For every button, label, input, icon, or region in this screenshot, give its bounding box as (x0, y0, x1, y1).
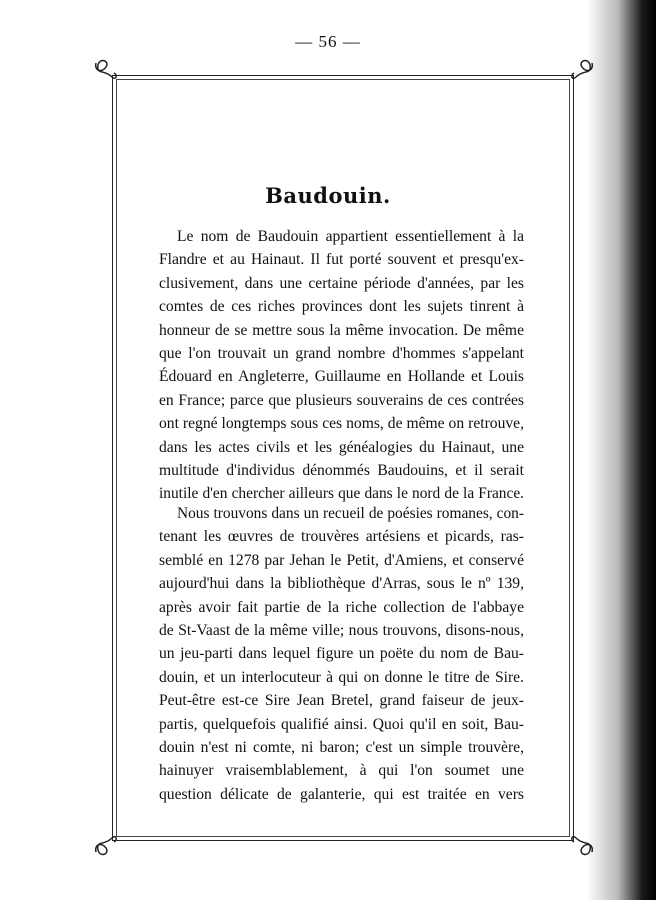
text-line: tenant les œuvres de trouvères artésiens et picards, ras- (159, 528, 524, 546)
corner-ornament-icon (90, 830, 120, 860)
text-line: Peut-être est-ce Sire Jean Bretel, grand faiseur de jeux- (159, 692, 524, 710)
text-line: aujourd'hui dans la bibliothèque d'Arras, sous le nº 139, (159, 575, 524, 593)
section-heading: Baudouin. (265, 183, 391, 208)
text-line: que l'on trouvait un grand nombre d'hommes s'appelant (159, 345, 524, 363)
text-line: semblé en 1278 par Jehan le Petit, d'Amiens, et conservé (159, 551, 524, 569)
text-line: Édouard en Angleterre, Guillaume en Hollande et Louis (159, 368, 524, 386)
text-line: hainuyer vraisemblablement, à qui l'on soumet une (159, 762, 524, 780)
text-line: de St-Vaast de la même ville; nous trouvons, disons-nous, (159, 622, 524, 640)
corner-ornament-icon (568, 55, 598, 85)
text-line: dans les actes civils et les généalogies du Hainaut, une (159, 438, 524, 456)
page-number: — 56 — (295, 32, 361, 51)
text-line: douin, et un interlocuteur à qui on donne le titre de Sire. (159, 668, 524, 686)
text-line: partis, quelquefois qualifié ainsi. Quoi qu'il en soit, Bau- (159, 715, 524, 733)
text-line: en France; parce que plusieurs souverains de ces contrées (159, 391, 524, 409)
text-line: ont regné longtemps sous ces noms, de même on retrouve, (159, 415, 524, 433)
text-line: honneur de se mettre sous la même invocation. De même (159, 321, 524, 339)
text-line: douin n'est ni comte, ni baron; c'est un simple trouvère, (159, 739, 524, 757)
text-line: clusivement, dans une certaine période d'années, par les (159, 274, 524, 292)
text-line: inutile d'en chercher ailleurs que dans le nord de la France. (159, 485, 524, 503)
text-line: après avoir fait partie de la riche collection de l'abbaye (159, 598, 524, 616)
text-line: Flandre et au Hainaut. Il fut porté souvent et presqu'ex- (159, 251, 524, 269)
text-line: multitude d'individus dénommés Baudouins, et il serait (159, 462, 524, 480)
corner-ornament-icon (568, 830, 598, 860)
corner-ornament-icon (90, 55, 120, 85)
paragraph-2 (159, 502, 524, 806)
text-line: question délicate de galanterie, qui est traitée en vers (159, 785, 524, 803)
text-line: un jeu-parti dans lequel figure un poëte du nom de Bau- (159, 645, 524, 663)
text-line: Nous trouvons dans un recueil de poésies romanes, con- (177, 505, 524, 522)
page-edge-shadow (586, 0, 656, 900)
text-line: Le nom de Baudouin appartient essentiellement à la (177, 228, 524, 245)
text-line: comtes de ces riches provinces dont les sujets tinrent à (159, 298, 524, 316)
paragraph-1 (159, 225, 524, 506)
